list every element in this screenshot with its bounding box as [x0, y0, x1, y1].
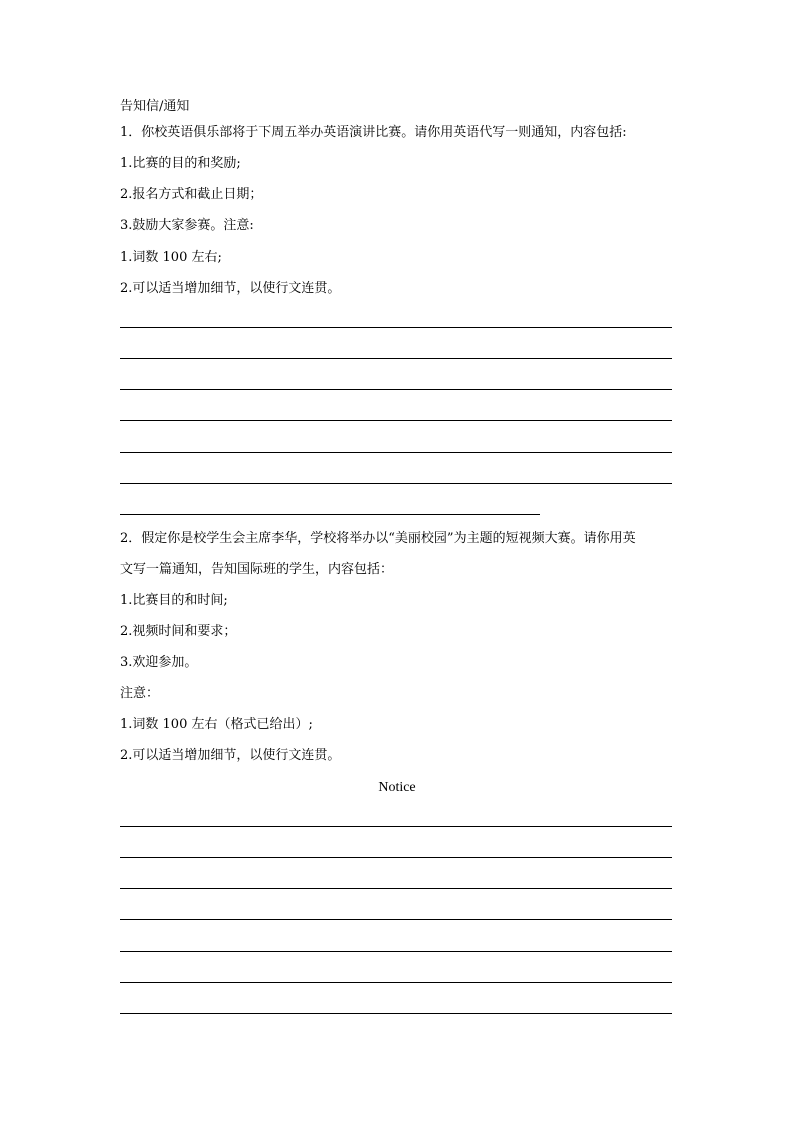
task2-answer-line[interactable]: [120, 919, 672, 920]
task2-point-3: 3.欢迎参加。: [120, 655, 198, 670]
task1-answer-line[interactable]: [120, 452, 672, 453]
task2-answer-line[interactable]: [120, 826, 672, 827]
task2-prompt-line2: 文写一篇通知，告知国际班的学生，内容包括：: [120, 562, 394, 577]
task1-answer-line[interactable]: [120, 420, 672, 421]
task1-note-1: 1.词数 100 左右;: [120, 250, 222, 265]
task1-note-2: 2.可以适当增加细节，以使行文连贯。: [120, 281, 341, 296]
task2-note-label: 注意：: [120, 686, 160, 701]
task2-answer-line[interactable]: [120, 888, 672, 889]
task2-answer-line[interactable]: [120, 857, 672, 858]
task2-answer-line[interactable]: [120, 951, 672, 952]
task2-answer-line[interactable]: [120, 1013, 672, 1014]
task2-point-1: 1.比赛目的和时间;: [120, 593, 228, 608]
task2-prompt-line1: 2．假定你是校学生会主席李华，学校将举办以“美丽校园”为主题的短视频大赛。请你用英: [120, 531, 636, 546]
task2-answer-line[interactable]: [120, 982, 672, 983]
task1-answer-line[interactable]: [120, 514, 540, 515]
task1-answer-line[interactable]: [120, 483, 672, 484]
task1-prompt: 1．你校英语俱乐部将于下周五举办英语演讲比赛。请你用英语代写一则通知，内容包括:: [120, 125, 627, 140]
task2-point-2: 2.视频时间和要求；: [120, 624, 237, 639]
notice-title: Notice: [378, 780, 416, 795]
task1-point-3: 3.鼓励大家参赛。注意:: [120, 218, 254, 233]
task2-note-2: 2.可以适当增加细节，以使行文连贯。: [120, 748, 341, 763]
task1-answer-line[interactable]: [120, 327, 672, 328]
task1-answer-line[interactable]: [120, 389, 672, 390]
task1-point-1: 1.比赛的目的和奖励;: [120, 156, 241, 171]
section-heading: 告知信/通知: [120, 99, 190, 114]
task1-answer-line[interactable]: [120, 358, 672, 359]
task1-point-2: 2.报名方式和截止日期；: [120, 187, 263, 202]
task2-note-1: 1.词数 100 左右（格式已给出）;: [120, 717, 313, 732]
